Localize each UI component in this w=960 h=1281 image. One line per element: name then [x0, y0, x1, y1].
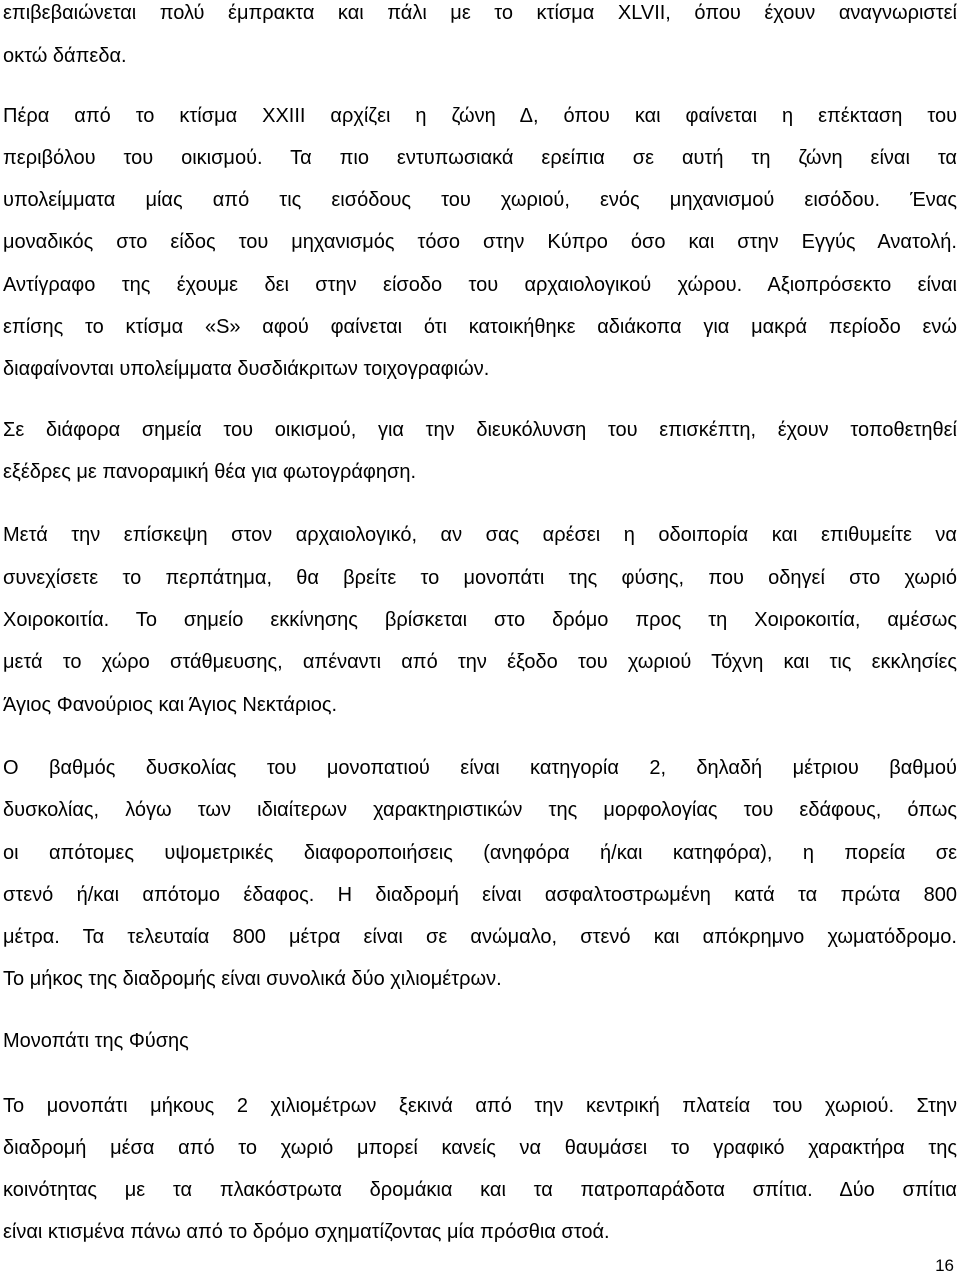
- text-line: Σε διάφορα σημεία του οικισμού, για την διευκόλυνση του επισκέπτη, έχουν τοποθετηθεί: [3, 419, 957, 441]
- text-line: περιβόλου του οικισμού. Τα πιο εντυπωσιακά ερείπια σε αυτή τη ζώνη είναι τα: [3, 147, 957, 169]
- section-heading: Μονοπάτι της Φύσης: [3, 1030, 189, 1052]
- text-line: διαδρομή μέσα από το χωριό μπορεί κανείς να θαυμάσει το γραφικό χαρακτήρα της: [3, 1137, 957, 1159]
- text-line: Χοιροκοιτία. Το σημείο εκκίνησης βρίσκεται στο δρόμο προς τη Χοιροκοιτία, αμέσως: [3, 609, 957, 631]
- text-line: είναι κτισμένα πάνω από το δρόμο σχηματίζοντας μία πρόσθια στοά.: [3, 1221, 610, 1243]
- text-line: μετά το χώρο στάθμευσης, απέναντι από την έξοδο του χωριού Τόχνη και τις εκκλησίες: [3, 651, 957, 673]
- text-line: επιβεβαιώνεται πολύ έμπρακτα και πάλι με το κτίσμα XLVII, όπου έχουν αναγνωριστεί: [3, 2, 957, 24]
- text-line: εξέδρες με πανοραμική θέα για φωτογράφηση.: [3, 461, 417, 483]
- text-line: Το μονοπάτι μήκους 2 χιλιομέτρων ξεκινά από την κεντρική πλατεία του χωριού. Στην: [3, 1095, 957, 1117]
- text-line: επίσης το κτίσμα «S» αφού φαίνεται ότι κατοικήθηκε αδιάκοπα για μακρά περίοδο ενώ: [3, 316, 957, 338]
- text-line: Το μήκος της διαδρομής είναι συνολικά δύο χιλιομέτρων.: [3, 968, 502, 990]
- text-line: συνεχίσετε το περπάτημα, θα βρείτε το μονοπάτι της φύσης, που οδηγεί στο χωριό: [3, 567, 957, 589]
- text-line: Αντίγραφο της έχουμε δει στην είσοδο του αρχαιολογικού χώρου. Αξιοπρόσεκτο είναι: [3, 274, 957, 296]
- text-line: διαφαίνονται υπολείμματα δυσδιάκριτων τοιχογραφιών.: [3, 358, 490, 380]
- text-line: μοναδικός στο είδος του μηχανισμός τόσο στην Κύπρο όσο και στην Εγγύς Ανατολή.: [3, 231, 957, 253]
- text-line: οι απότομες υψομετρικές διαφοροποιήσεις (ανηφόρα ή/και κατηφόρα), η πορεία σε: [3, 842, 957, 864]
- text-line: κοινότητας με τα πλακόστρωτα δρομάκια και τα πατροπαράδοτα σπίτια. Δύο σπίτια: [3, 1179, 957, 1201]
- page-number: 16: [935, 1256, 954, 1275]
- text-line: δυσκολίας, λόγω των ιδιαίτερων χαρακτηριστικών της μορφολογίας του εδάφους, όπως: [3, 799, 957, 821]
- text-line: Ο βαθμός δυσκολίας του μονοπατιού είναι κατηγορία 2, δηλαδή μέτριου βαθμού: [3, 757, 957, 779]
- text-line: Πέρα από το κτίσμα XXIII αρχίζει η ζώνη Δ, όπου και φαίνεται η επέκταση του: [3, 105, 957, 127]
- text-line: οκτώ δάπεδα.: [3, 45, 127, 67]
- text-line: μέτρα. Τα τελευταία 800 μέτρα είναι σε ανώμαλο, στενό και απόκρημνο χωματόδρομο.: [3, 926, 957, 948]
- text-line: Άγιος Φανούριος και Άγιος Νεκτάριος.: [3, 694, 338, 716]
- text-line: Μετά την επίσκεψη στον αρχαιολογικό, αν σας αρέσει η οδοιπορία και επιθυμείτε να: [3, 524, 957, 546]
- text-line: υπολείμματα μίας από τις εισόδους του χωριού, ενός μηχανισμού εισόδου. Ένας: [3, 189, 957, 211]
- text-line: στενό ή/και απότομο έδαφος. Η διαδρομή είναι ασφαλτοστρωμένη κατά τα πρώτα 800: [3, 884, 957, 906]
